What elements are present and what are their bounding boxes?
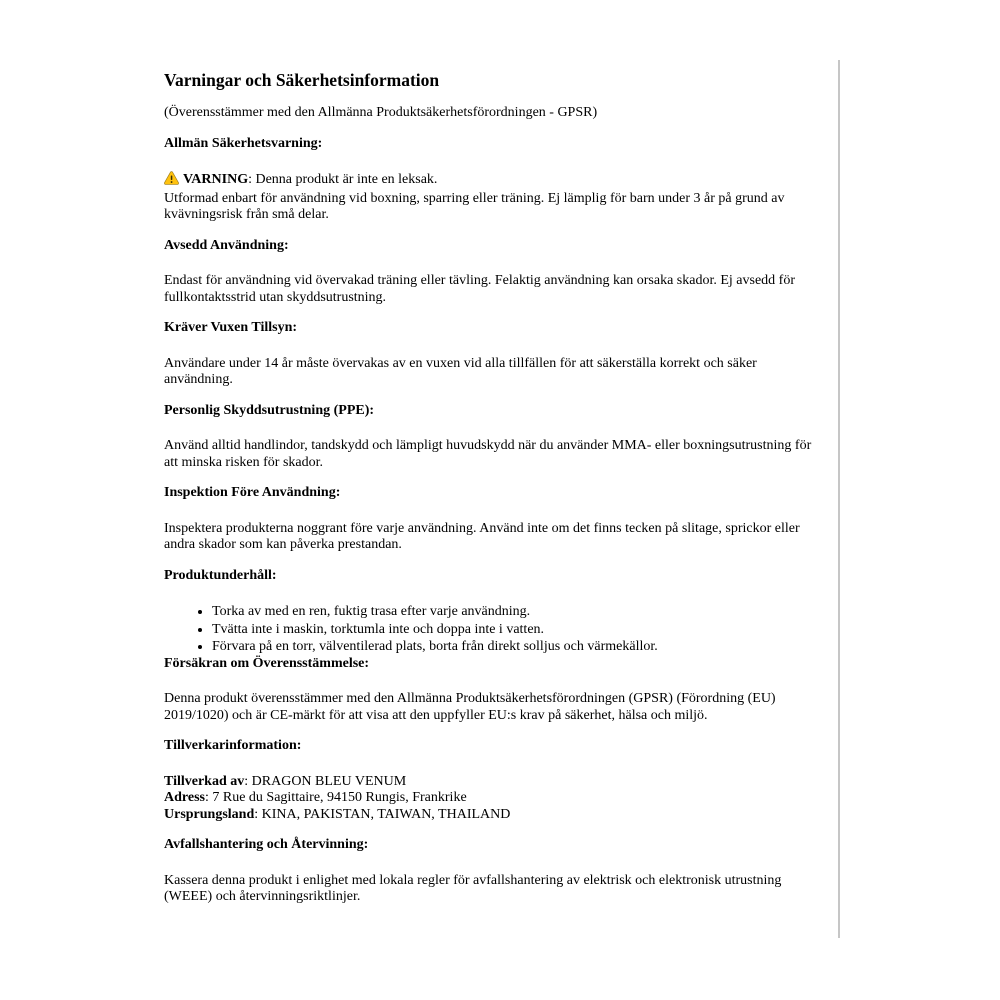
page-right-divider (838, 60, 840, 938)
warning-text: : Denna produkt är inte en leksak. (248, 172, 438, 187)
adult-supervision-paragraph: Användare under 14 år måste övervakas av en vuxen vid alla tillfällen för att säkerställa korrekt och säker användning. (164, 355, 757, 387)
origin-value: : KINA, PAKISTAN, TAIWAN, THAILAND (254, 806, 511, 822)
heading-adult-supervision: Kräver Vuxen Tillsyn: (164, 320, 298, 335)
page-title: Varningar och Säkerhetsinformation (164, 70, 440, 90)
made-by-value: : DRAGON BLEU VENUM (244, 773, 407, 789)
maintenance-list (164, 603, 825, 656)
address-value: : 7 Rue du Sagittaire, 94150 Rungis, Frankrike (204, 790, 467, 805)
heading-conformity: Försäkran om Överensstämmelse: (164, 655, 370, 671)
heading-general-safety-warning: Allmän Säkerhetsvarning: (164, 135, 323, 151)
manufacturer-paragraph (164, 774, 825, 824)
warning-body-text: Utformad enbart för användning vid boxning, sparring eller träning. Ej lämplig för barn under 3 år på grund av kvävningsrisk från små delar. (164, 190, 785, 222)
heading-ppe: Personlig Skyddsutrustning (PPE): (164, 402, 375, 418)
warning-label: VARNING (183, 172, 249, 187)
heading-manufacturer: Tillverkarinformation: (164, 738, 302, 753)
list-item: • Förvara på en torr, välventilerad plats, borta från direkt solljus och värmekällor. (212, 638, 825, 656)
list-item: • Tvätta inte i maskin, torktumla inte och doppa inte i vatten. (212, 621, 825, 639)
heading-disposal: Avfallshantering och Återvinning: (164, 837, 369, 852)
list-item: • Torka av med en ren, fuktig trasa efter varje användning. (212, 603, 825, 621)
conformity-paragraph: Denna produkt överensstämmer med den Allmänna Produktsäkerhetsförordningen (GPSR) (Förordning (EU) 2019/1020) och är CE-märkt för att visa att den uppfyller EU:s krav på säkerhet, hälsa och miljö. (164, 691, 776, 723)
made-by-label: Tillverkad av (164, 773, 245, 789)
inspection-paragraph: Inspektera produkterna noggrant före varje användning. Använd inte om det finns tecken på slitage, sprickor eller andra skador som kan påverka prestandan. (164, 520, 800, 552)
warning-icon (164, 171, 179, 191)
heading-maintenance: Produktunderhåll: (164, 567, 277, 583)
gpsr-subtitle: (Överensstämmer med den Allmänna Produktsäkerhetsförordningen - GPSR) (164, 105, 598, 120)
address-label: Adress (164, 790, 205, 805)
heading-intended-use: Avsedd Användning: (164, 237, 289, 253)
disposal-paragraph: Kassera denna produkt i enlighet med lokala regler för avfallshantering av elektrisk och elektronisk utrustning (WEEE) och återvinningsriktlinjer. (164, 872, 782, 904)
heading-inspection: Inspektion Före Användning: (164, 485, 341, 500)
ppe-paragraph: Använd alltid handlindor, tandskydd och lämpligt huvudskydd när du använder MMA- eller boxningsutrustning för att minska risken för skador. (164, 438, 812, 470)
document-body (164, 70, 825, 920)
origin-label: Ursprungsland (164, 806, 255, 822)
general-warning-paragraph (164, 171, 825, 224)
intended-use-paragraph: Endast för användning vid övervakad träning eller tävling. Felaktig användning kan orsaka skador. Ej avsedd för fullkontaktsstrid utan skyddsutrustning. (164, 273, 795, 305)
